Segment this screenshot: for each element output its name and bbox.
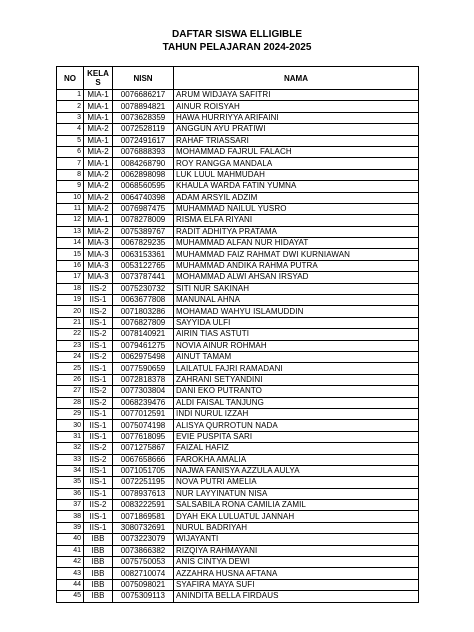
nisn-cell: 0071869581	[113, 511, 174, 522]
student-name-cell: MUHAMMAD FAIZ RAHMAT DWI KURNIAWAN	[174, 249, 419, 260]
nisn-cell: 0067829235	[113, 238, 174, 249]
table-row	[57, 124, 419, 135]
nisn-cell: 3080732691	[113, 522, 174, 533]
class-cell: IBB	[84, 579, 113, 590]
nisn-cell: 0077618095	[113, 431, 174, 442]
row-number: 6	[57, 146, 84, 157]
table-row	[57, 431, 419, 442]
nisn-cell: 0075098021	[113, 579, 174, 590]
class-cell: IBB	[84, 568, 113, 579]
nisn-cell: 0075750053	[113, 557, 174, 568]
row-number: 37	[57, 500, 84, 511]
row-number: 27	[57, 386, 84, 397]
nisn-cell: 0075389767	[113, 226, 174, 237]
class-cell: IIS-1	[84, 477, 113, 488]
row-number: 23	[57, 340, 84, 351]
table-row	[57, 465, 419, 476]
table-row	[57, 363, 419, 374]
nisn-cell: 0067658666	[113, 454, 174, 465]
student-name-cell: NOVA PUTRI AMELIA	[174, 477, 419, 488]
student-name-cell: RISMA ELFA RIYANI	[174, 215, 419, 226]
student-name-cell: AINUT TAMAM	[174, 351, 419, 362]
student-name-cell: SAYYIDA ULFI	[174, 317, 419, 328]
row-number: 43	[57, 568, 84, 579]
student-name-cell: DYAH EKA LULUATUL JANNAH	[174, 511, 419, 522]
table-row	[57, 181, 419, 192]
row-number: 7	[57, 158, 84, 169]
nisn-cell: 0083222591	[113, 500, 174, 511]
table-header-row	[57, 67, 419, 90]
student-name-cell: MOHAMMAD FAJRUL FALACH	[174, 146, 419, 157]
student-name-cell: NOVIA AINUR ROHMAH	[174, 340, 419, 351]
row-number: 24	[57, 351, 84, 362]
table-row	[57, 477, 419, 488]
class-cell: IIS-1	[84, 488, 113, 499]
class-cell: IBB	[84, 557, 113, 568]
class-cell: MIA-2	[84, 124, 113, 135]
student-name-cell: RADIT ADHITYA PRATAMA	[174, 226, 419, 237]
table-row	[57, 306, 419, 317]
student-name-cell: AZZAHRA HUSNA AFTANA	[174, 568, 419, 579]
student-name-cell: ANINDITA BELLA FIRDAUS	[174, 591, 419, 602]
class-cell: MIA-2	[84, 203, 113, 214]
class-cell: MIA-3	[84, 249, 113, 260]
table-row	[57, 112, 419, 123]
table-row	[57, 397, 419, 408]
nisn-cell: 0076888393	[113, 146, 174, 157]
table-row	[57, 169, 419, 180]
column-header-no: NO	[57, 67, 84, 90]
class-cell: IIS-2	[84, 397, 113, 408]
class-cell: IIS-1	[84, 511, 113, 522]
row-number: 3	[57, 112, 84, 123]
row-number: 25	[57, 363, 84, 374]
row-number: 10	[57, 192, 84, 203]
table-row	[57, 568, 419, 579]
nisn-cell: 0053122765	[113, 260, 174, 271]
class-cell: IIS-2	[84, 500, 113, 511]
nisn-cell: 0075230732	[113, 283, 174, 294]
class-cell: MIA-3	[84, 272, 113, 283]
row-number: 2	[57, 101, 84, 112]
class-cell: IBB	[84, 534, 113, 545]
student-name-cell: WIJAYANTI	[174, 534, 419, 545]
class-cell: MIA-1	[84, 135, 113, 146]
nisn-cell: 0075309113	[113, 591, 174, 602]
student-name-cell: RAHAF TRIASSARI	[174, 135, 419, 146]
document-title: DAFTAR SISWA ELLIGIBLE	[172, 29, 302, 40]
row-number: 4	[57, 124, 84, 135]
row-number: 11	[57, 203, 84, 214]
table-row	[57, 408, 419, 419]
student-name-cell: SALSABILA RONA CAMILIA ZAMIL	[174, 500, 419, 511]
class-cell: MIA-2	[84, 146, 113, 157]
class-cell: IIS-1	[84, 420, 113, 431]
table-row	[57, 135, 419, 146]
student-name-cell: RIZQIYA RAHMAYANI	[174, 545, 419, 556]
nisn-cell: 0062975498	[113, 351, 174, 362]
class-cell: MIA-1	[84, 112, 113, 123]
table-row	[57, 500, 419, 511]
student-name-cell: FAROKHA AMALIA	[174, 454, 419, 465]
student-name-cell: NAJWA FANISYA AZZULA AULYA	[174, 465, 419, 476]
nisn-cell: 0063153361	[113, 249, 174, 260]
student-name-cell: MUHAMMAD NAILUL YUSRO	[174, 203, 419, 214]
class-cell: IIS-1	[84, 317, 113, 328]
row-number: 21	[57, 317, 84, 328]
table-row	[57, 215, 419, 226]
class-cell: IBB	[84, 545, 113, 556]
nisn-cell: 0077590659	[113, 363, 174, 374]
student-name-cell: LAILATUL FAJRI RAMADANI	[174, 363, 419, 374]
student-name-cell: MOHAMAD WAHYU ISLAMUDDIN	[174, 306, 419, 317]
class-cell: IIS-2	[84, 386, 113, 397]
nisn-cell: 0062898098	[113, 169, 174, 180]
nisn-cell: 0071051705	[113, 465, 174, 476]
row-number: 30	[57, 420, 84, 431]
nisn-cell: 0073866382	[113, 545, 174, 556]
row-number: 14	[57, 238, 84, 249]
table-row	[57, 295, 419, 306]
table-row	[57, 317, 419, 328]
table-row	[57, 192, 419, 203]
table-row	[57, 260, 419, 271]
student-name-cell: HAWA HURRIYYA ARIFAINI	[174, 112, 419, 123]
student-name-cell: NURUL BADRIYAH	[174, 522, 419, 533]
row-number: 45	[57, 591, 84, 602]
class-cell: IIS-1	[84, 522, 113, 533]
student-name-cell: MUHAMMAD ALFAN NUR HIDAYAT	[174, 238, 419, 249]
table-row	[57, 226, 419, 237]
table-row	[57, 238, 419, 249]
nisn-cell: 0077303804	[113, 386, 174, 397]
nisn-cell: 0073787441	[113, 272, 174, 283]
class-cell: MIA-3	[84, 238, 113, 249]
student-name-cell: MANUNAL AHNA	[174, 295, 419, 306]
student-name-cell: FAIZAL HAFIZ	[174, 443, 419, 454]
table-row	[57, 101, 419, 112]
row-number: 13	[57, 226, 84, 237]
student-name-cell: SYAFIRA MAYA SUFI	[174, 579, 419, 590]
student-name-cell: MUHAMMAD ANDIKA RAHMA PUTRA	[174, 260, 419, 271]
row-number: 20	[57, 306, 84, 317]
class-cell: IBB	[84, 591, 113, 602]
class-cell: IIS-1	[84, 465, 113, 476]
row-number: 34	[57, 465, 84, 476]
class-cell: IIS-2	[84, 443, 113, 454]
class-cell: MIA-3	[84, 260, 113, 271]
row-number: 29	[57, 408, 84, 419]
student-name-cell: ANGGUN AYU PRATIWI	[174, 124, 419, 135]
column-header-nisn: NISN	[113, 67, 174, 90]
row-number: 18	[57, 283, 84, 294]
nisn-cell: 0071803286	[113, 306, 174, 317]
table-row	[57, 420, 419, 431]
row-number: 15	[57, 249, 84, 260]
nisn-cell: 0076987475	[113, 203, 174, 214]
student-name-cell: KHAULA WARDA FATIN YUMNA	[174, 181, 419, 192]
class-cell: MIA-1	[84, 158, 113, 169]
row-number: 22	[57, 329, 84, 340]
nisn-cell: 0073223079	[113, 534, 174, 545]
table-row	[57, 90, 419, 101]
class-cell: MIA-1	[84, 101, 113, 112]
table-row	[57, 557, 419, 568]
class-cell: IIS-1	[84, 408, 113, 419]
table-row	[57, 340, 419, 351]
table-row	[57, 329, 419, 340]
class-cell: MIA-2	[84, 169, 113, 180]
nisn-cell: 0076686217	[113, 90, 174, 101]
row-number: 28	[57, 397, 84, 408]
row-number: 1	[57, 90, 84, 101]
nisn-cell: 0078278009	[113, 215, 174, 226]
student-name-cell: ALDI FAISAL TANJUNG	[174, 397, 419, 408]
nisn-cell: 0064740398	[113, 192, 174, 203]
table-row	[57, 249, 419, 260]
nisn-cell: 0078937613	[113, 488, 174, 499]
nisn-cell: 0078894821	[113, 101, 174, 112]
class-cell: IIS-2	[84, 351, 113, 362]
table-row	[57, 272, 419, 283]
nisn-cell: 0072491617	[113, 135, 174, 146]
student-name-cell: EVIE PUSPITA SARI	[174, 431, 419, 442]
student-name-cell: LUK LUUL MAHMUDAH	[174, 169, 419, 180]
nisn-cell: 0072528119	[113, 124, 174, 135]
table-row	[57, 203, 419, 214]
row-number: 36	[57, 488, 84, 499]
row-number: 35	[57, 477, 84, 488]
nisn-cell: 0068239476	[113, 397, 174, 408]
column-header-nama: NAMA	[174, 67, 419, 90]
row-number: 19	[57, 295, 84, 306]
student-name-cell: ARUM WIDJAYA SAFITRI	[174, 90, 419, 101]
class-cell: MIA-2	[84, 181, 113, 192]
student-name-cell: AINUR ROISYAH	[174, 101, 419, 112]
table-row	[57, 146, 419, 157]
table-row	[57, 534, 419, 545]
table-body	[57, 90, 419, 603]
student-name-cell: ADAM ARSYIL ADZIM	[174, 192, 419, 203]
nisn-cell: 0073628359	[113, 112, 174, 123]
table-row	[57, 386, 419, 397]
nisn-cell: 0077012591	[113, 408, 174, 419]
table-row	[57, 454, 419, 465]
student-name-cell: AIRIN TIAS ASTUTI	[174, 329, 419, 340]
class-cell: IIS-2	[84, 454, 113, 465]
student-name-cell: SITI NUR SAKINAH	[174, 283, 419, 294]
class-cell: IIS-1	[84, 431, 113, 442]
column-header-kelas: KELA S	[84, 67, 113, 90]
row-number: 40	[57, 534, 84, 545]
row-number: 39	[57, 522, 84, 533]
class-cell: IIS-1	[84, 363, 113, 374]
student-name-cell: ROY RANGGA MANDALA	[174, 158, 419, 169]
nisn-cell: 0068560595	[113, 181, 174, 192]
student-name-cell: MOHAMMAD ALWI AHSAN IRSYAD	[174, 272, 419, 283]
document-subtitle: TAHUN PELAJARAN 2024-2025	[162, 42, 312, 53]
row-number: 32	[57, 443, 84, 454]
nisn-cell: 0071275867	[113, 443, 174, 454]
nisn-cell: 0078140921	[113, 329, 174, 340]
class-cell: IIS-1	[84, 340, 113, 351]
row-number: 9	[57, 181, 84, 192]
table-row	[57, 591, 419, 602]
row-number: 44	[57, 579, 84, 590]
row-number: 12	[57, 215, 84, 226]
table-row	[57, 443, 419, 454]
student-name-cell: DANI EKO PUTRANTO	[174, 386, 419, 397]
row-number: 38	[57, 511, 84, 522]
row-number: 5	[57, 135, 84, 146]
row-number: 33	[57, 454, 84, 465]
row-number: 31	[57, 431, 84, 442]
class-cell: IIS-2	[84, 306, 113, 317]
nisn-cell: 0076827809	[113, 317, 174, 328]
nisn-cell: 0072251195	[113, 477, 174, 488]
table-row	[57, 374, 419, 385]
student-name-cell: NUR LAYYINATUN NISA	[174, 488, 419, 499]
table-row	[57, 511, 419, 522]
class-cell: IIS-1	[84, 374, 113, 385]
row-number: 41	[57, 545, 84, 556]
row-number: 26	[57, 374, 84, 385]
student-name-cell: ANIS CINTYA DEWI	[174, 557, 419, 568]
student-name-cell: ZAHRANI SETYANDINI	[174, 374, 419, 385]
class-cell: MIA-2	[84, 226, 113, 237]
nisn-cell: 0075074198	[113, 420, 174, 431]
table-row	[57, 158, 419, 169]
student-name-cell: INDI NURUL IZZAH	[174, 408, 419, 419]
nisn-cell: 0063677808	[113, 295, 174, 306]
class-cell: IIS-2	[84, 329, 113, 340]
row-number: 17	[57, 272, 84, 283]
class-cell: MIA-1	[84, 215, 113, 226]
student-table	[56, 66, 419, 603]
nisn-cell: 0079461275	[113, 340, 174, 351]
nisn-cell: 0082710074	[113, 568, 174, 579]
row-number: 8	[57, 169, 84, 180]
class-cell: MIA-2	[84, 192, 113, 203]
row-number: 16	[57, 260, 84, 271]
row-number: 42	[57, 557, 84, 568]
table-row	[57, 283, 419, 294]
class-cell: IIS-1	[84, 295, 113, 306]
table-row	[57, 545, 419, 556]
class-cell: IIS-2	[84, 283, 113, 294]
nisn-cell: 0072818378	[113, 374, 174, 385]
student-name-cell: ALISYA QURROTUN NADA	[174, 420, 419, 431]
nisn-cell: 0084268790	[113, 158, 174, 169]
table-row	[57, 351, 419, 362]
table-row	[57, 579, 419, 590]
table-row	[57, 522, 419, 533]
table-row	[57, 488, 419, 499]
class-cell: MIA-1	[84, 90, 113, 101]
